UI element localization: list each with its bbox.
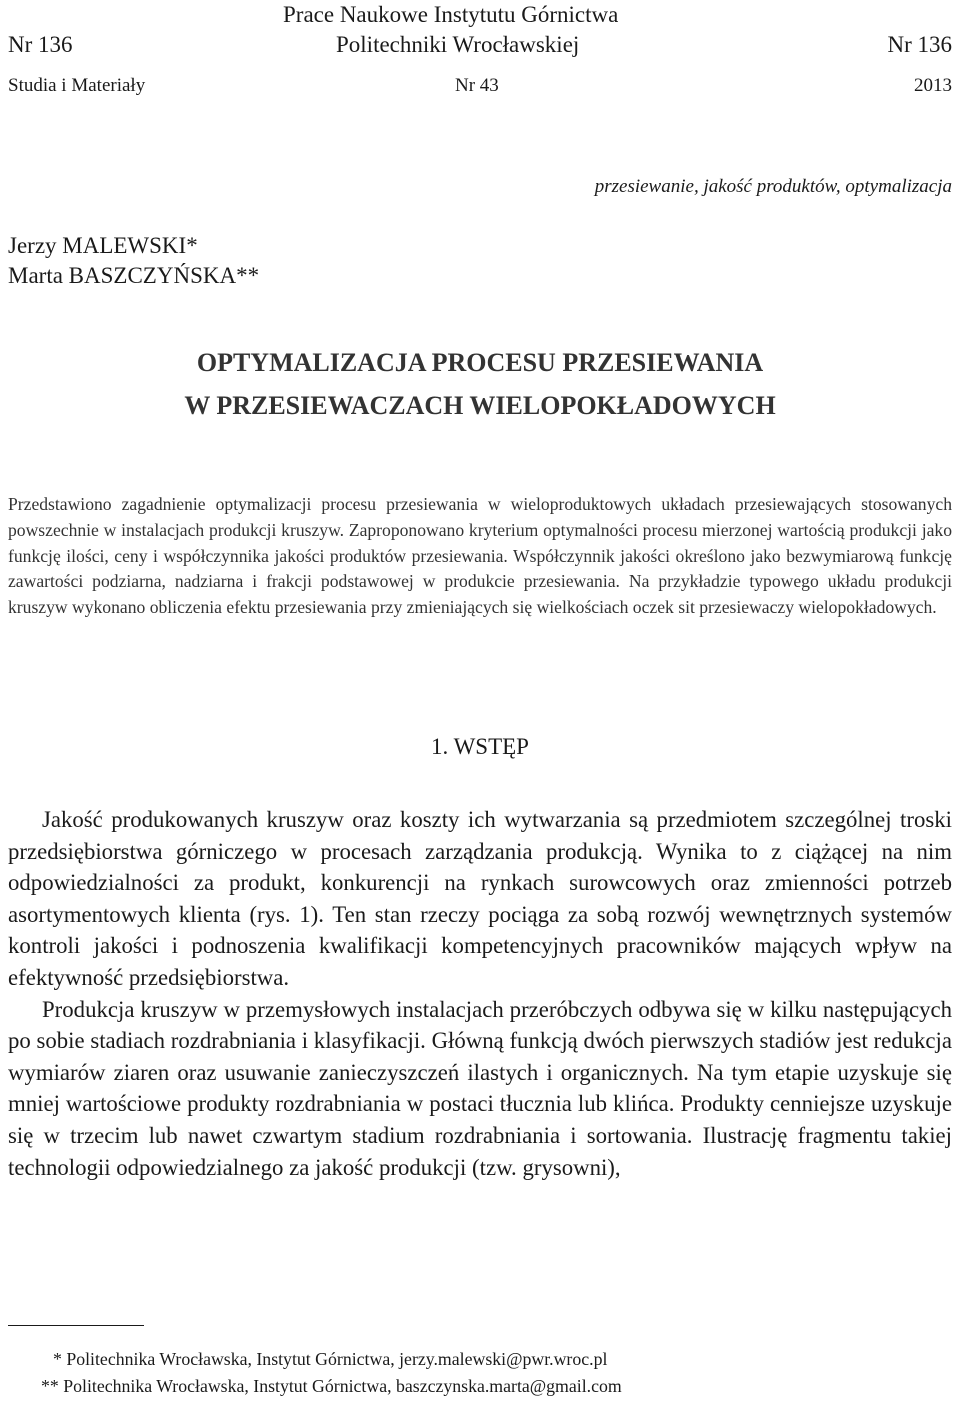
paragraph-1: Jakość produkowanych kruszyw oraz koszty ich wytwarzania są przedmiotem szczególnej troski przedsiębiorstwa górniczego w procesach zarządzania produkcją. Wynika to z ciążącej na nim odpowiedzialności za produkt, konkurencji na rynkach surowcowych oraz zmienności potrzeb asortymentowych klienta (rys. 1). Ten stan rzeczy pociąga za sobą rozwój wewnętrznych systemów kontroli jakości i podnoszenia kwalifikacji kompetencyjnych pracowników mających wpływ na efektywność przedsiębiorstwa. — [8, 807, 952, 990]
author-2: Marta BASZCZYŃSKA** — [8, 263, 260, 288]
series-number: Nr 43 — [455, 75, 499, 96]
paper-title-line2: W PRZESIEWACZACH WIELOPOKŁADOWYCH — [184, 391, 776, 420]
paper-title-line1: OPTYMALIZACJA PROCESU PRZESIEWANIA — [196, 348, 764, 377]
footnote-rule — [8, 1325, 144, 1326]
author-1: Jerzy MALEWSKI* — [8, 233, 198, 258]
journal-name-line2: Politechniki Wrocławskiej — [336, 32, 580, 57]
body-text — [8, 804, 952, 1183]
series-name: Studia i Materiały — [8, 75, 146, 96]
footnote-2: ** Politechnika Wrocławska, Instytut Górnictwa, baszczynska.marta@gmail.com — [41, 1376, 622, 1396]
journal-name-line1: Prace Naukowe Instytutu Górnictwa — [283, 2, 619, 27]
abstract: Przedstawiono zagadnienie optymalizacji procesu przesiewania w wieloproduktowych układach przesiewających stosowanych powszechnie w instalacjach produkcji kruszyw. Zaproponowano kryterium optymalności procesu mierzonej wartością produkcji jako funkcję ilości, ceny i współczynnika jakości produktów przesiewania. Współczynnik jakości określono jako bezwymiarową funkcję zawartości podziarna, nadziarna i frakcji podstawowej w produkcie przesiewania. Na przykładzie typowego układu produkcji kruszyw wykonano obliczenia efektu przesiewania przy zmieniających się wielkościach oczek sit przesiewaczy wielopokładowych. — [8, 494, 952, 618]
paragraph-2: Produkcja kruszyw w przemysłowych instalacjach przeróbczych odbywa się w kilku następujących po sobie stadiach rozdrabniania i klasyfikacji. Główną funkcją dwóch pierwszych stadiów jest redukcja wymiarów ziaren oraz usuwanie zanieczyszczeń ilastych i organicznych. Na tym etapie uzyskuje się mniej wartościowe produkty rozdrabniania w postaci tłucznia lub klińca. Produkty cenniejsze uzyskuje się w trzecim lub nawet czwartym stadium rozdrabniania i sortowania. Ilustrację fragmentu takiej technologii odpowiedzialnego za jakość produkcji (tzw. grysowni), — [8, 996, 952, 1180]
publication-year: 2013 — [914, 75, 952, 96]
section-heading: 1. WSTĘP — [431, 734, 529, 759]
issue-number-right: Nr 136 — [887, 32, 952, 57]
keywords: przesiewanie, jakość produktów, optymalizacja — [594, 176, 952, 197]
issue-number-left: Nr 136 — [8, 32, 73, 57]
footnote-1: * Politechnika Wrocławska, Instytut Górnictwa, jerzy.malewski@pwr.wroc.pl — [53, 1349, 608, 1369]
